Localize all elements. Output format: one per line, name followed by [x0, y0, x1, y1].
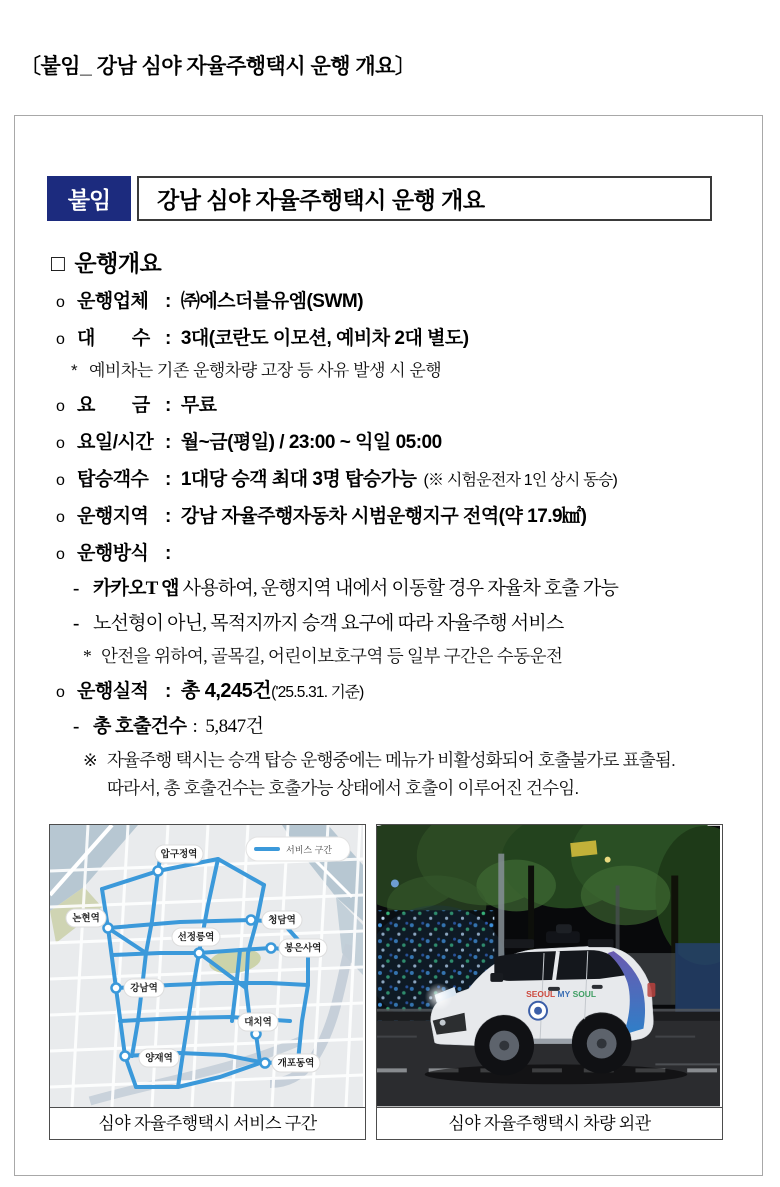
side-mirror — [490, 973, 503, 982]
item-colon: : — [165, 543, 171, 564]
item-label: 총 호출건수 — [93, 716, 187, 737]
station-label: 개포동역 — [277, 1058, 315, 1069]
item-calls — [73, 714, 738, 740]
attachment-badge: 붙임 — [47, 176, 131, 221]
item-label: 요 금 — [77, 395, 150, 416]
street-sign-light — [570, 840, 597, 857]
legend-label: 서비스 구간 — [286, 845, 332, 855]
item-fleet — [56, 326, 738, 352]
item-label: 운행업체 — [77, 291, 149, 312]
construction-fence — [675, 943, 720, 1013]
note-text: 자율주행 택시는 승객 탑승 운행중에는 메뉴가 비활성화되어 호출불가로 표출됨. — [107, 750, 676, 770]
item-colon: : — [165, 291, 171, 312]
item-schedule — [56, 430, 738, 456]
item-colon: : — [165, 395, 171, 416]
dash-text: 사용하여, 운행지역 내에서 이동할 경우 자율차 호출 가능 — [182, 578, 618, 599]
item-value: 1대당 승객 최대 3명 탑승가능 — [180, 469, 417, 490]
item-label: 탑승객수 — [77, 469, 149, 490]
item-colon: : — [165, 506, 171, 527]
item-label: 대 수 — [77, 328, 150, 349]
photo-caption: 심야 자율주행택시 차량 외관 — [377, 1107, 722, 1139]
item-fare — [56, 393, 738, 419]
item-value-bold: 총 4,245건 — [180, 680, 272, 702]
asterisk-marker: * — [71, 361, 78, 380]
dash-marker: - — [73, 613, 79, 634]
tail-light — [647, 983, 655, 997]
attachment-title: 강남 심야 자율주행택시 운행 개요 — [137, 176, 712, 221]
figure-service-map — [49, 824, 366, 1140]
map-graphic — [50, 825, 363, 1107]
map-caption: 심야 자율주행택시 서비스 구간 — [50, 1107, 365, 1139]
bullet-marker: o — [56, 509, 65, 526]
document-heading: 〔붙임_ 강남 심야 자율주행택시 운행 개요〕 — [20, 55, 416, 78]
item-capacity — [56, 467, 738, 493]
item-label: 운행지역 — [77, 506, 149, 527]
item-label: 운행방식 — [77, 543, 149, 564]
note-text: 안전을 위하여, 골목길, 어린이보호구역 등 일부 구간은 수동운전 — [101, 646, 563, 666]
item-value: 월~금(평일) / 23:00 ~ 익일 05:00 — [180, 432, 442, 453]
item-value: 3대(코란도 이모션, 예비차 2대 별도) — [180, 328, 469, 349]
item-colon: : — [165, 328, 171, 349]
bullet-marker: o — [56, 472, 65, 489]
section-title — [51, 245, 762, 278]
item-value-note: ('25.5.31. 기준) — [271, 684, 364, 701]
asterisk-marker: * — [83, 646, 92, 666]
attachment-header — [47, 176, 712, 221]
bullet-marker: o — [56, 684, 65, 701]
item-footnote-2: 따라서, 총 호출건수는 호출가능 상태에서 호출이 이루어진 건수임. — [107, 778, 579, 798]
car-branding: SEOUL MY SOUL — [526, 988, 597, 999]
station-label: 청담역 — [268, 915, 296, 926]
dash-marker: - — [73, 716, 79, 737]
bullet-marker: o — [56, 398, 65, 415]
station-label: 선정릉역 — [177, 932, 215, 943]
item-value: 5,847건 — [205, 716, 264, 737]
figure-vehicle-photo — [376, 824, 723, 1140]
note-text: 예비차는 기존 운행차량 고장 등 사유 발생 시 운행 — [89, 361, 442, 380]
roof-sensor — [588, 939, 614, 947]
content-frame — [14, 115, 763, 1176]
bullet-marker: o — [56, 331, 65, 348]
item-label: 운행실적 — [77, 681, 149, 702]
item-value: 무료 — [180, 395, 217, 416]
item-method — [56, 541, 738, 567]
station-label: 압구정역 — [160, 849, 198, 860]
reference-marker: ※ — [83, 750, 97, 770]
dash-marker: - — [73, 578, 79, 599]
station-label: 봉은사역 — [284, 943, 322, 954]
service-map-image — [50, 825, 365, 1107]
station-label: 양재역 — [145, 1053, 173, 1064]
item-colon: : — [165, 469, 171, 490]
bullet-marker: o — [56, 546, 65, 563]
bold-text: 카카오T 앱 — [93, 578, 179, 599]
vehicle-photo-image — [377, 825, 722, 1107]
item-fleet-note — [71, 359, 738, 382]
bullet-marker: o — [56, 294, 65, 311]
item-colon: : — [165, 681, 171, 702]
item-area — [56, 504, 738, 530]
item-colon: : — [192, 716, 198, 737]
roof-sensor — [504, 939, 534, 948]
item-operator — [56, 289, 738, 315]
item-value: 강남 자율주행자동차 시범운행지구 전역(약 17.9㎢) — [180, 506, 587, 527]
item-label: 요일/시간 — [77, 432, 154, 453]
item-footnote-1 — [83, 748, 738, 772]
item-method-sub1 — [73, 576, 738, 602]
figures-row — [49, 824, 738, 1140]
station-label: 강남역 — [130, 983, 158, 994]
item-colon: : — [165, 432, 171, 453]
map-legend — [246, 837, 350, 861]
station-label: 논현역 — [72, 913, 100, 924]
item-method-note — [83, 644, 738, 668]
car-windows — [494, 950, 627, 981]
item-method-sub2 — [73, 611, 738, 637]
item-value: ㈜에스더블유엠(SWM) — [180, 291, 364, 312]
vehicle-photo-graphic — [377, 825, 720, 1107]
dash-text: 노선형이 아닌, 목적지까지 승객 요구에 따라 자율주행 서비스 — [93, 613, 564, 634]
bullet-marker: o — [56, 435, 65, 452]
item-results — [56, 679, 738, 705]
item-inline-note: (※ 시험운전자 1인 상시 동승) — [423, 472, 617, 489]
station-label: 대치역 — [244, 1017, 272, 1028]
section-marker: □ — [51, 250, 65, 276]
section-title-text: 운행개요 — [74, 250, 162, 276]
